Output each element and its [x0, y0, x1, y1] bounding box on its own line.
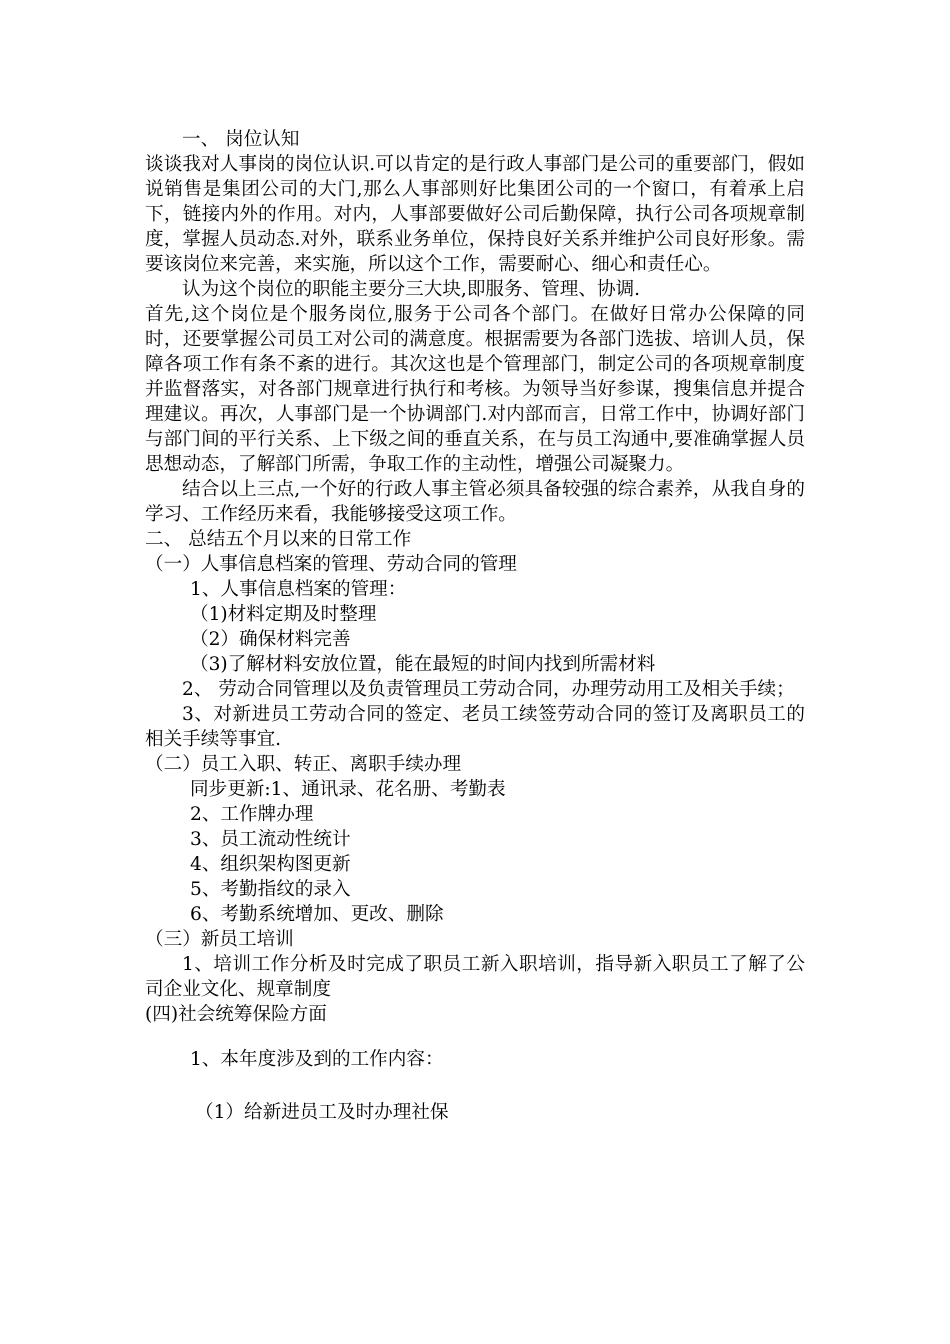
subsection-3-heading: （三）新员工培训	[145, 929, 294, 950]
section-1-paragraph-2: 认为这个岗位的职能主要分三大块,即服务、管理、协调.	[182, 279, 641, 300]
subsection-4-heading: (四)社会统筹保险方面	[145, 1004, 327, 1025]
subsection-2-item-5: 5、考勤指纹的录入	[190, 879, 351, 900]
subsection-1-item-1b: （2）确保材料完善	[190, 629, 351, 650]
subsection-1-item-3: 3、对新进员工劳动合同的签定、老员工续签劳动合同的签订及离职员工的相关手续等事宜.	[145, 704, 805, 750]
subsection-1-item-2: 2、 劳动合同管理以及负责管理员工劳动合同，办理劳动用工及相关手续；	[182, 679, 795, 700]
subsection-4-item-1a: （1）给新进员工及时办理社保	[195, 1102, 449, 1123]
subsection-1-heading: （一）人事信息档案的管理、劳动合同的管理	[145, 554, 517, 575]
section-1-paragraph-4: 结合以上三点,一个好的行政人事主管必须具备较强的综合素养，从我自身的学习、工作经历来看，我能够接受这项工作。	[145, 479, 805, 525]
subsection-4-item-1: 1、本年度涉及到的工作内容：	[190, 1049, 444, 1070]
section-1-paragraph-3: 首先,这个岗位是个服务岗位,服务于公司各个部门。在做好日常办公保障的同时，还要掌握公司员工对公司的满意度。根据需要为各部门选拔、培训人员，保障各项工作有条不紊的进行。其次这也是个管理部门，制定公司的各项规章制度并监督落实，对各部门规章进行执行和考核。为领导当好参谋，搜集信息并提合理建议。再次，人事部门是一个协调部门.对内部而言，日常工作中，协调好部门与部门间的平行关系、上下级之间的垂直关系，在与员工沟通中,要准确掌握人员思想动态，了解部门所需，争取工作的主动性，增强公司凝聚力。	[145, 304, 805, 475]
subsection-1-item-1c: （3)了解材料安放位置，能在最短的时间内找到所需材料	[190, 654, 656, 675]
section-1-heading: 一、 岗位认知	[182, 129, 300, 150]
subsection-2-item-3: 3、员工流动性统计	[190, 829, 351, 850]
document-body	[145, 127, 805, 1125]
section-1-paragraph-1: 谈谈我对人事岗的岗位认识.可以肯定的是行政人事部门是公司的重要部门，假如说销售是集团公司的大门,那么人事部则好比集团公司的一个窗口，有着承上启下，链接内外的作用。对内，人事部要做好公司后勤保障，执行公司各项规章制度，掌握人员动态.对外，联系业务单位，保持良好关系并维护公司良好形象。需要该岗位来完善，来实施，所以这个工作，需要耐心、细心和责任心。	[145, 154, 805, 275]
subsection-2-item-1: 同步更新:1、通讯录、花名册、考勤表	[190, 779, 506, 800]
subsection-3-item-1: 1、培训工作分析及时完成了职员工新入职培训，指导新入职员工了解了公司企业文化、规章制度	[145, 954, 805, 1000]
subsection-2-heading: （二）员工入职、转正、离职手续办理	[145, 754, 462, 775]
subsection-2-item-2: 2、工作牌办理	[190, 804, 314, 825]
subsection-2-item-4: 4、组织架构图更新	[190, 854, 351, 875]
subsection-1-item-1a: （1)材料定期及时整理	[190, 604, 377, 625]
subsection-2-item-6: 6、考勤系统增加、更改、删除	[190, 904, 444, 925]
subsection-1-item-1: 1、人事信息档案的管理：	[190, 579, 407, 600]
section-2-heading: 二、 总结五个月以来的日常工作	[145, 529, 412, 550]
